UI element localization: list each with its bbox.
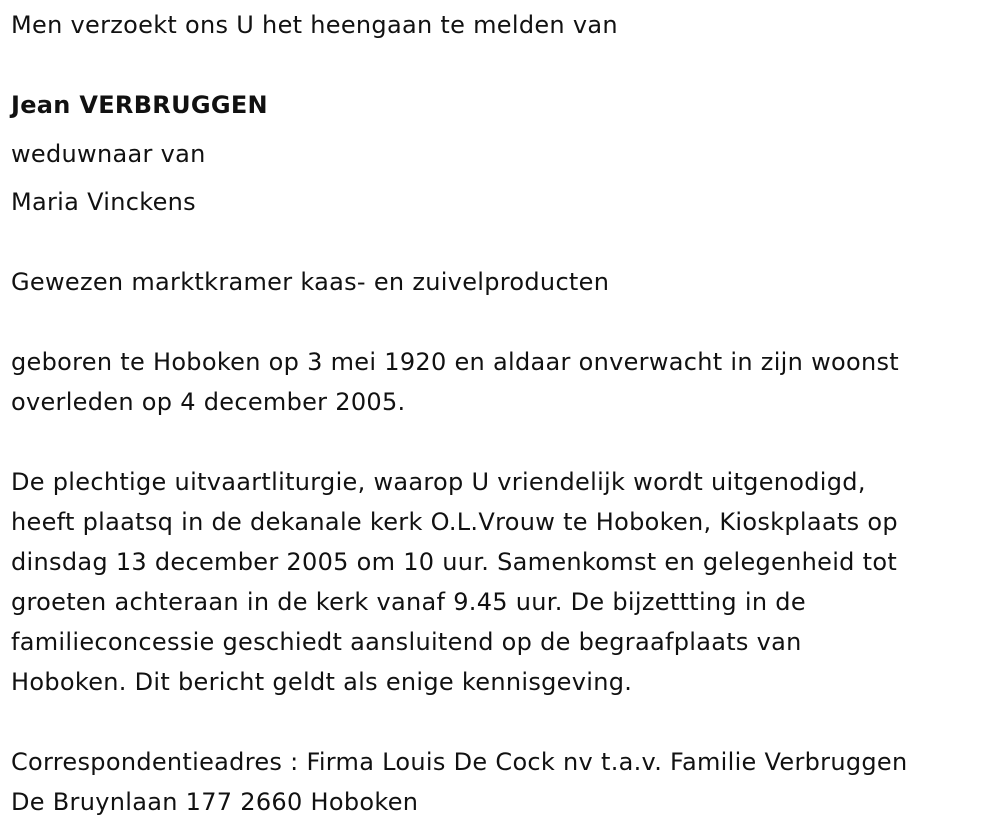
funeral-line: dinsdag 13 december 2005 om 10 uur. Samenkomst en gelegenheid tot (11, 548, 898, 576)
funeral-line: Hoboken. Dit bericht geldt als enige kennisgeving. (11, 668, 633, 696)
intro-text: Men verzoekt ons U het heengaan te melden van (11, 11, 618, 39)
deceased-name: Jean VERBRUGGEN (11, 91, 268, 119)
correspondence-line: De Bruynlaan 177 2660 Hoboken (11, 788, 419, 816)
funeral-line: De plechtige uitvaartliturgie, waarop U vriendelijk wordt uitgenodigd, (11, 468, 866, 496)
occupation-text: Gewezen marktkramer kaas- en zuivelproducten (11, 268, 610, 296)
birth-death-line: geboren te Hoboken op 3 mei 1920 en aldaar onverwacht in zijn woonst (11, 348, 899, 376)
birth-death-line: overleden op 4 december 2005. (11, 388, 406, 416)
correspondence-line: Correspondentieadres : Firma Louis De Cock nv t.a.v. Familie Verbruggen (11, 748, 908, 776)
spouse-name: Maria Vinckens (11, 188, 196, 216)
funeral-line: heeft plaatsq in de dekanale kerk O.L.Vrouw te Hoboken, Kioskplaats op (11, 508, 898, 536)
funeral-line: familieconcessie geschiedt aansluitend op de begraafplaats van (11, 628, 802, 656)
relation-label: weduwnaar van (11, 140, 206, 168)
funeral-line: groeten achteraan in de kerk vanaf 9.45 uur. De bijzettting in de (11, 588, 806, 616)
